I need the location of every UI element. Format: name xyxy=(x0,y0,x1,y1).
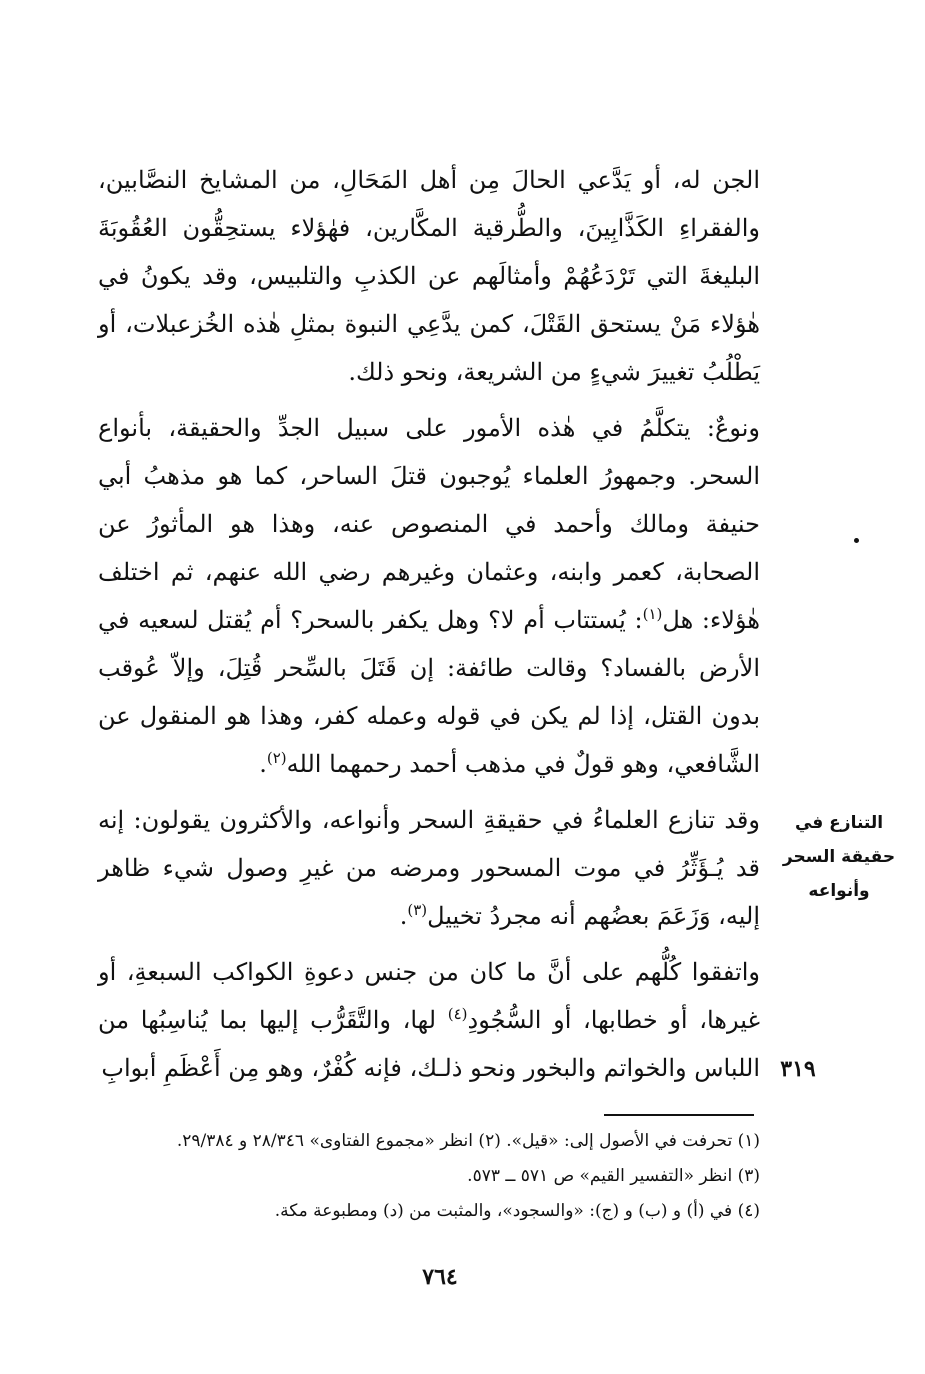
page-number: ٧٦٤ xyxy=(422,1264,458,1290)
stray-dot xyxy=(854,538,859,543)
margin-page-number: ٣١٩ xyxy=(780,1056,816,1082)
paragraph-text: ونوعٌ: يتكلَّمُ في هٰذه الأمور على سبيل الجدِّ والحقيقة، بأنواع السحر. وجمهورُ العلماء يُوجبون قتلَ الساحر، كما هو مذهبُ أبي حنيفة ومالك وأحمد في المنصوص عنه، وهذا هو المأثورُ عن الصحابة، كعمر وابنه، وعثمان وغيرهم رضي الله عنهم، ثم اختلف هٰؤلاء: هل xyxy=(98,414,761,634)
paragraph-text: واتفقوا كُلُّهم على أنَّ ما كان من جنس دعوةِ الكواكب السبعةِ، أو غيرها، أو خطابها، أو السُّجُودِ xyxy=(98,958,760,1034)
footnote-divider xyxy=(604,1114,754,1116)
footnote-ref: (٢) xyxy=(266,749,287,767)
footnote-ref: (٣) xyxy=(407,901,428,919)
footnote: (١) تحرفت في الأصول إلى: «قيل». (٢) انظر «مجموع الفتاوى» ٢٨/٣٤٦ و ٢٩/٣٨٤. xyxy=(176,1131,760,1151)
paragraph xyxy=(98,796,760,940)
footnote-ref: (٤) xyxy=(447,1005,468,1023)
punctuation: . xyxy=(399,902,408,930)
paragraph: الجن له، أو يَدَّعي الحالَ مِن أهل المَحَالِ، من المشايخ النصَّابين، والفقراءِ الكَذَّابِينَ، والطُّرقية المكَّارين، فهٰؤلاء يستحِقُّون العُقُوبَةَ البليغةَ التي تَرْدَعُهُمْ وأمثالَهم عن الكذبِ والتلبيس، وقد يكونُ في هٰؤلاء مَنْ يستحق القَتْلَ، كمن يدَّعِي النبوة بمثلِ هٰذه الخُزعبلات، أو يَطْلُبُ تغييرَ شيءٍ من الشريعة، ونحو ذلك. xyxy=(98,166,760,386)
paragraph-text: لها، والتَّقَرُّب إليها بما يُناسِبُها من اللباس والخواتم والبخور ونحو ذلـك، فإنه كُفْرٌ، وهو مِن أَعْظَمِ أبوابِ xyxy=(98,1006,760,1082)
punctuation: : xyxy=(634,606,643,634)
footnotes xyxy=(88,1124,760,1229)
footnote: (٣) انظر «التفسير القيم» ص ٥٧١ ــ ٥٧٣. xyxy=(467,1166,760,1186)
footnote: (٤) في (أ) و (ب) و (ج): «والسجود»، والمثبت من (د) ومطبوعة مكة. xyxy=(274,1201,760,1221)
paragraph xyxy=(98,404,760,788)
punctuation: . xyxy=(259,750,267,778)
main-text xyxy=(98,156,760,1092)
footnote-ref: (١) xyxy=(642,605,663,623)
paragraph xyxy=(98,948,760,1092)
paragraph-text: وقد تنازع العلماءُ في حقيقةِ السحر وأنواعه، والأكثرون يقولون: إنه قد يُـؤَثِّرُ في موت المسحور ومرضه من غيرِ وصول شيء ظاهر إليه، وَزَعَمَ بعضُهم أنه مجردُ تخييل xyxy=(98,806,760,930)
paragraph-text: يُستتاب أم لا؟ وهل يكفر بالسحر؟ أم يُقتل لسعيه في الأرض بالفساد؟ وقالت طائفة: إن قَتَلَ بالسِّحر قُتِلَ، وإلاّ عُوقب بدون القتل، إذا لم يكن في قوله وعمله كفر، وهذا هو المنقول عن الشَّافعي، وهو قولٌ في مذهب أحمد رحمهما الله xyxy=(98,606,760,778)
margin-heading: التنازع في حقيقة السحر وأنواعه xyxy=(782,813,896,901)
